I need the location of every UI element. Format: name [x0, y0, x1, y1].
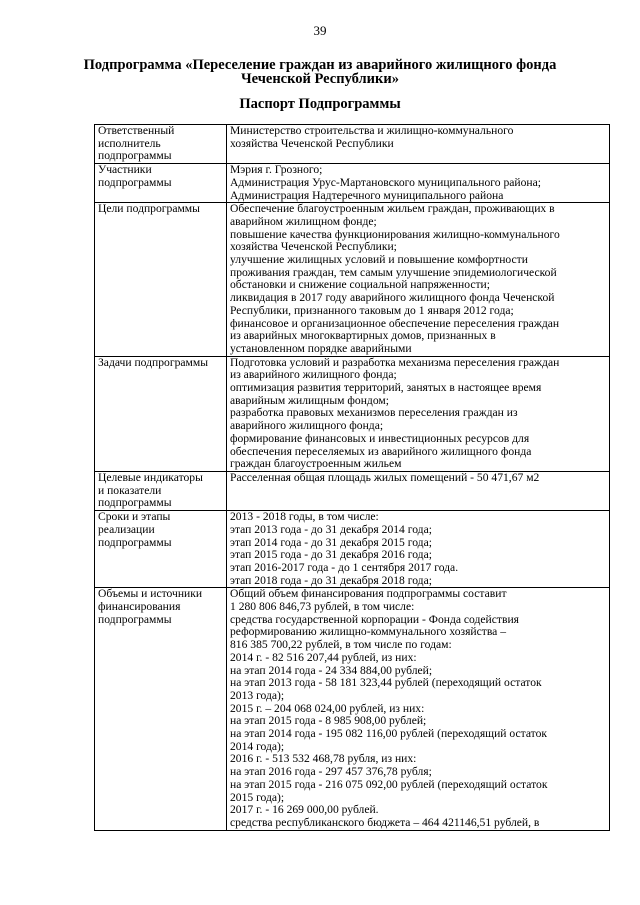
row-label-line: подпрограммы: [98, 175, 172, 189]
row-content-line: финансовое и организационное обеспечение переселения граждан: [230, 316, 560, 330]
row-content-line: обеспечения переселяемых из аварийного жилищного фонда: [230, 444, 532, 458]
row-content-cell: [227, 471, 610, 510]
row-content-cell: [227, 125, 610, 164]
row-content-line: 816 385 700,22 рублей, в том числе по годам:: [230, 638, 452, 652]
row-content-line: Администрация Урус-Мартановского муниципального района;: [230, 175, 541, 189]
row-content-line: средства государственной корпорации - Фонда содействия: [230, 612, 519, 626]
table-row: [95, 511, 610, 588]
row-label-line: Ответственный: [98, 124, 175, 137]
row-content-line: этап 2014 года - до 31 декабря 2015 года;: [230, 535, 432, 549]
row-content-line: этап 2018 года - до 31 декабря 2018 года;: [230, 573, 432, 587]
row-content-cell: [227, 588, 610, 830]
row-content-line: из аварийных многоквартирных домов, признанных в: [230, 329, 496, 343]
passport-heading: Паспорт Подпрограммы: [239, 96, 401, 112]
row-content-line: проживания граждан, тем самым улучшение эпидемиологической: [230, 265, 557, 279]
row-content-line: 2015 г. – 204 068 024,00 рублей, из них:: [230, 701, 425, 715]
row-content-line: Республики, признанного таковым до 1 января 2012 года;: [230, 303, 514, 317]
row-content-line: улучшение жилищных условий и повышение комфортности: [230, 253, 528, 267]
row-content-line: Мэрия г. Грозного;: [230, 163, 323, 177]
row-content-line: из аварийного жилищного фонда;: [230, 368, 397, 382]
row-content-line: установленном порядке аварийными: [230, 341, 412, 355]
row-label-cell: [95, 588, 227, 830]
row-content-line: 2014 года);: [230, 739, 285, 753]
document-title: [80, 58, 560, 86]
table-row: [95, 588, 610, 830]
row-content-line: 2016 г. - 513 532 468,78 рубля, из них:: [230, 752, 417, 766]
page-number: 39: [313, 23, 327, 38]
row-content-line: Обеспечение благоустроенным жильем граждан, проживающих в: [230, 202, 555, 216]
row-content-line: реформированию жилищно-коммунального хозяйства –: [230, 625, 507, 639]
row-label-cell: [95, 164, 227, 203]
row-content-line: аварийным жилищным фондом;: [230, 393, 389, 407]
row-content-line: 2014 г. - 82 516 207,44 рублей, из них:: [230, 650, 417, 664]
row-label-line: и показатели: [98, 483, 162, 497]
row-content-line: хозяйства Чеченской Республики;: [230, 240, 397, 254]
row-content-line: на этап 2014 года - 24 334 884,00 рублей;: [230, 663, 433, 677]
row-label-line: финансирования: [98, 600, 181, 614]
row-label-cell: [95, 471, 227, 510]
passport-table: [94, 124, 610, 831]
table-row: [95, 125, 610, 164]
row-content-line: формирование финансовых и инвестиционных ресурсов для: [230, 431, 530, 445]
row-content-line: 2015 года);: [230, 790, 285, 804]
row-content-line: этап 2013 года - до 31 декабря 2014 года;: [230, 522, 432, 536]
table-row: [95, 203, 610, 356]
row-content-cell: [227, 356, 610, 471]
row-content-line: на этап 2015 года - 216 075 092,00 рублей (переходящий остаток: [230, 777, 548, 791]
row-label-cell: [95, 125, 227, 164]
row-label-line: Цели подпрограммы: [98, 202, 200, 216]
row-label-line: исполнитель: [98, 136, 161, 150]
table-row: [95, 356, 610, 471]
row-content-line: Министерство строительства и жилищно-коммунального: [230, 124, 514, 137]
row-content-line: на этап 2015 года - 8 985 908,00 рублей;: [230, 714, 427, 728]
row-content-line: 2013 - 2018 годы, в том числе:: [230, 510, 379, 524]
row-content-cell: [227, 203, 610, 356]
row-content-line: 1 280 806 846,73 рублей, в том числе:: [230, 600, 415, 614]
row-content-line: 2013 года);: [230, 688, 285, 702]
row-label-line: подпрограммы: [98, 149, 172, 163]
row-content-line: на этап 2016 года - 297 457 376,78 рубля;: [230, 765, 432, 779]
row-content-line: аварийном жилищном фонде;: [230, 214, 377, 228]
title-line: Чеченской Республики»: [241, 71, 399, 87]
row-content-line: обстановки и снижение социальной напряженности;: [230, 278, 490, 292]
row-label-line: подпрограммы: [98, 612, 172, 626]
table-row: [95, 164, 610, 203]
row-label-line: Участники: [98, 163, 152, 177]
row-content-line: 2017 г. - 16 269 000,00 рублей.: [230, 803, 379, 817]
row-content-line: разработка правовых механизмов переселения граждан из: [230, 406, 518, 420]
row-content-line: повышение качества функционирования жилищно-коммунального: [230, 227, 560, 241]
row-content-line: Расселенная общая площадь жилых помещений - 50 471,67 м2: [230, 470, 540, 484]
row-label-line: Целевые индикаторы: [98, 470, 203, 484]
row-content-line: этап 2016-2017 года - до 1 сентября 2017 года.: [230, 560, 459, 574]
row-content-cell: [227, 511, 610, 588]
row-content-line: хозяйства Чеченской Республики: [230, 136, 394, 150]
row-content-line: граждан благоустроенным жильем: [230, 457, 402, 471]
row-content-line: на этап 2013 года - 58 181 323,44 рублей (переходящий остаток: [230, 676, 542, 690]
row-label-cell: [95, 203, 227, 356]
row-label-cell: [95, 511, 227, 588]
row-label-line: подпрограммы: [98, 535, 172, 549]
row-content-cell: [227, 164, 610, 203]
row-label-cell: [95, 356, 227, 471]
row-content-line: Общий объем финансирования подпрограммы составит: [230, 587, 507, 601]
row-label-line: Объемы и источники: [98, 587, 203, 601]
row-content-line: оптимизация развития территорий, занятых в настоящее время: [230, 381, 542, 395]
row-label-line: Сроки и этапы: [98, 510, 171, 524]
row-content-line: аварийного жилищного фонда;: [230, 419, 384, 433]
row-content-line: на этап 2014 года - 195 082 116,00 рублей (переходящий остаток: [230, 727, 548, 741]
row-label-line: реализации: [98, 522, 155, 536]
title-line: Подпрограмма «Переселение граждан из аварийного жилищного фонда: [83, 57, 557, 73]
row-content-line: средства республиканского бюджета – 464 421146,51 рублей, в: [230, 815, 540, 829]
row-label-line: Задачи подпрограммы: [98, 355, 208, 369]
row-label-line: подпрограммы: [98, 496, 172, 510]
table-row: [95, 471, 610, 510]
row-content-line: Подготовка условий и разработка механизма переселения граждан: [230, 355, 560, 369]
row-content-line: этап 2015 года - до 31 декабря 2016 года;: [230, 548, 432, 562]
row-content-line: ликвидация в 2017 году аварийного жилищного фонда Чеченской: [230, 291, 555, 305]
row-content-line: Администрация Надтеречного муниципального района: [230, 188, 504, 202]
